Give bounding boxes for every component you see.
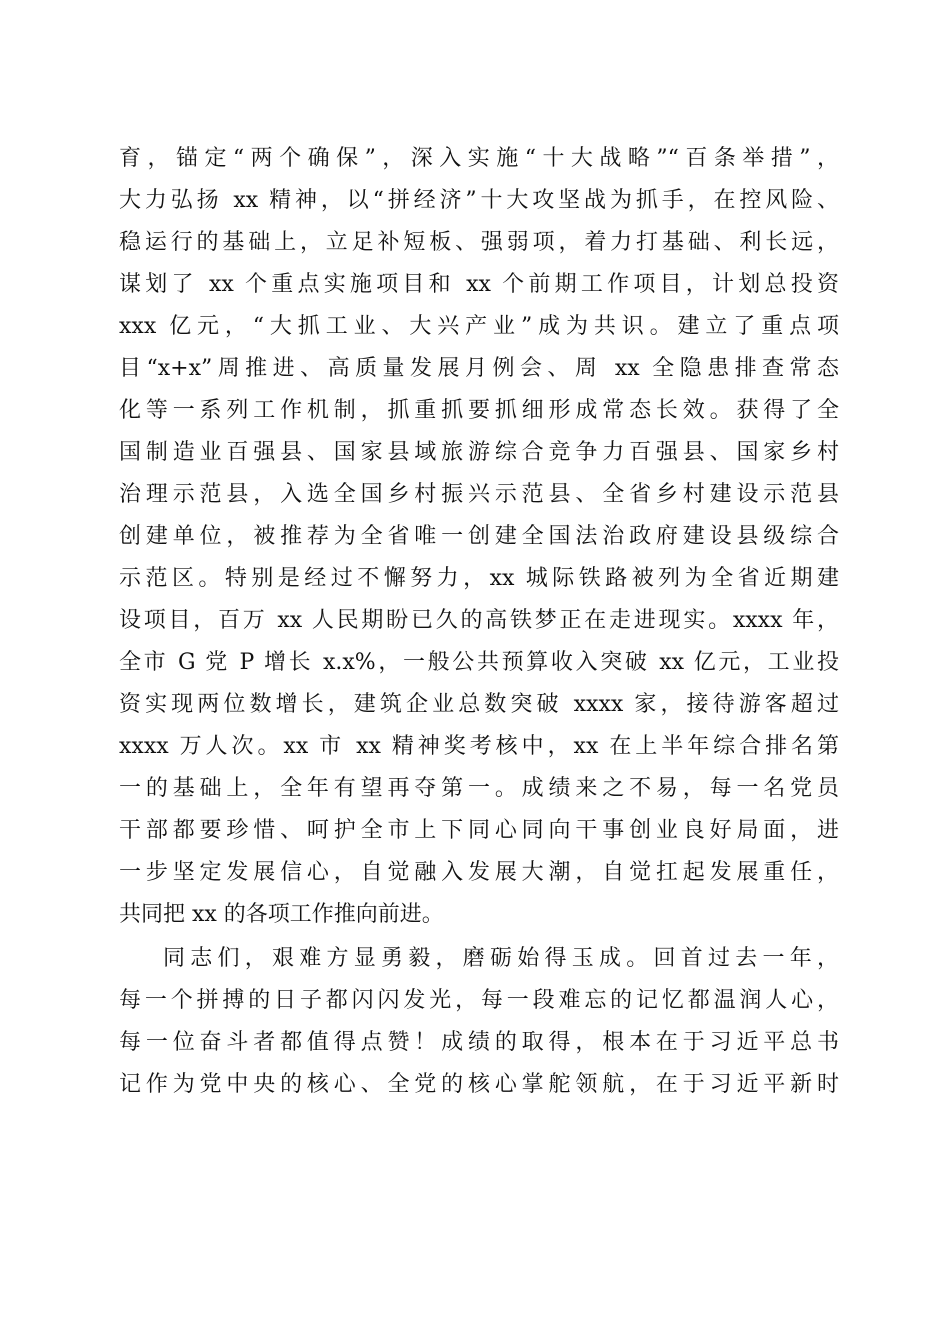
text-line: 干部都要珍惜、呵护全市上下同心同向干事创业良好局面，进 bbox=[119, 818, 839, 843]
text-line: 同志们，艰难方显勇毅，磨砺始得玉成。回首过去一年， bbox=[163, 946, 839, 971]
text-line: 示范区。特别是经过不懈努力，xx 城际铁路被列为全省近期建 bbox=[119, 566, 839, 591]
paragraph-1 bbox=[119, 138, 839, 936]
text-line: xxxx 万人次。xx 市 xx 精神奖考核中，xx 在上半年综合排名第 bbox=[119, 734, 839, 759]
paragraph-2 bbox=[119, 938, 839, 1106]
document-body bbox=[119, 138, 839, 1106]
text-line: 资实现两位数增长，建筑企业总数突破 xxxx 家，接待游客超过 bbox=[119, 692, 839, 717]
text-line: 治理示范县，入选全国乡村振兴示范县、全省乡村建设示范县 bbox=[119, 482, 839, 507]
text-line: 大力弘扬 xx 精神，以“拼经济”十大攻坚战为抓手，在控风险、 bbox=[119, 188, 839, 213]
text-line: 共同把 xx 的各项工作推向前进。 bbox=[119, 902, 444, 927]
text-line: 目“x+x”周推进、高质量发展月例会、周 xx 全隐患排查常态 bbox=[119, 356, 839, 381]
text-line: 每一个拼搏的日子都闪闪发光，每一段难忘的记忆都温润人心， bbox=[119, 988, 839, 1013]
text-line: 创建单位，被推荐为全省唯一创建全国法治政府建设县级综合 bbox=[119, 524, 839, 549]
text-line: xxx 亿元，“大抓工业、大兴产业”成为共识。建立了重点项 bbox=[119, 314, 839, 339]
text-line: 稳运行的基础上，立足补短板、强弱项，着力打基础、利长远， bbox=[119, 230, 839, 255]
text-line: 一的基础上，全年有望再夺第一。成绩来之不易，每一名党员 bbox=[119, 776, 839, 801]
text-line: 一步坚定发展信心，自觉融入发展大潮，自觉扛起发展重任， bbox=[119, 860, 839, 885]
text-line: 谋划了 xx 个重点实施项目和 xx 个前期工作项目，计划总投资 bbox=[119, 272, 839, 297]
text-line: 全市 G 党 P 增长 x.x%，一般公共预算收入突破 xx 亿元，工业投 bbox=[119, 650, 839, 675]
text-line: 育，锚定“两个确保”，深入实施“十大战略”“百条举措”， bbox=[119, 146, 839, 171]
text-line: 化等一系列工作机制，抓重抓要抓细形成常态长效。获得了全 bbox=[119, 398, 839, 423]
text-line: 记作为党中央的核心、全党的核心掌舵领航，在于习近平新时 bbox=[119, 1072, 839, 1097]
text-line: 设项目，百万 xx 人民期盼已久的高铁梦正在走进现实。xxxx 年， bbox=[119, 608, 839, 633]
text-line: 每一位奋斗者都值得点赞！成绩的取得，根本在于习近平总书 bbox=[119, 1030, 839, 1055]
text-line: 国制造业百强县、国家县域旅游综合竞争力百强县、国家乡村 bbox=[119, 440, 839, 465]
